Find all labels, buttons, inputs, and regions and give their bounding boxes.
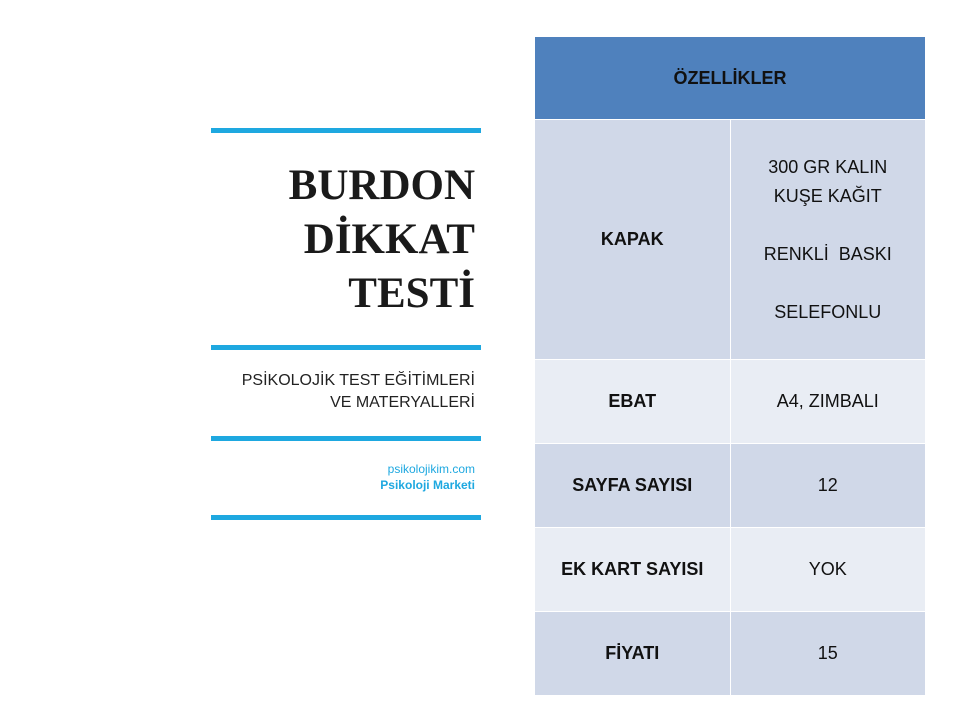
value-line: RENKLİ BASKI [763, 243, 892, 264]
row-key: FİYATI [535, 612, 731, 696]
table-row [535, 444, 926, 528]
row-value: 12 [730, 444, 926, 528]
table-header-row [535, 37, 926, 120]
table-row [535, 528, 926, 612]
divider-line [211, 128, 481, 133]
divider-line [211, 436, 481, 441]
table-header: ÖZELLİKLER [535, 37, 926, 120]
subtitle [211, 370, 475, 414]
row-key: EK KART SAYISI [535, 528, 731, 612]
table-row [535, 612, 926, 696]
row-key: EBAT [535, 360, 731, 444]
row-value: YOK [730, 528, 926, 612]
product-title-panel [211, 128, 481, 520]
title-line: TESTİ [348, 270, 475, 317]
value-line: KUŞE KAĞIT [773, 185, 882, 206]
table-row [535, 120, 926, 360]
row-key: SAYFA SAYISI [535, 444, 731, 528]
row-key: KAPAK [535, 120, 731, 360]
table-row [535, 360, 926, 444]
title-line: DİKKAT [303, 216, 475, 263]
subtitle-line: VE MATERYALLERİ [330, 394, 475, 411]
value-line: 300 GR KALIN [768, 156, 888, 177]
title-line: BURDON [288, 162, 475, 209]
brand-block [211, 461, 475, 493]
subtitle-line: PSİKOLOJİK TEST EĞİTİMLERİ [241, 372, 475, 389]
divider-line [211, 515, 481, 520]
row-value: A4, ZIMBALI [730, 360, 926, 444]
divider-line [211, 345, 481, 350]
row-value [730, 120, 926, 360]
features-table [534, 36, 926, 696]
value-line: SELEFONLU [774, 301, 882, 322]
product-title [211, 159, 475, 321]
market-name: Psikoloji Marketi [380, 478, 475, 492]
row-value: 15 [730, 612, 926, 696]
site-link[interactable]: psikolojikim.com [387, 462, 475, 476]
